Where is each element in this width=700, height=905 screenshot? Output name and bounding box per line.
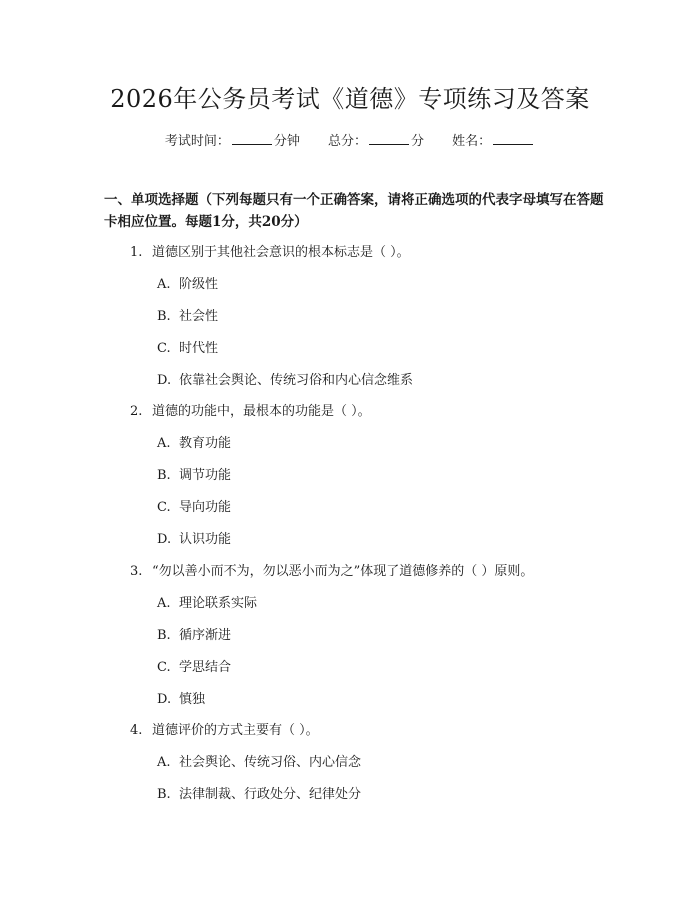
option-label: D. bbox=[157, 532, 172, 547]
option-3b bbox=[157, 626, 231, 646]
option-2a bbox=[157, 434, 231, 454]
option-4b bbox=[157, 785, 361, 805]
total-score-unit: 分 bbox=[411, 134, 425, 149]
option-text: 学思结合 bbox=[179, 660, 232, 675]
total-score-label: 总分： bbox=[327, 134, 367, 149]
question-number: 3. bbox=[130, 564, 143, 579]
question-text: 道德评价的方式主要有（ ）。 bbox=[152, 723, 319, 738]
question-text: 道德区别于其他社会意识的根本标志是（ ）。 bbox=[152, 245, 410, 260]
question-number: 4. bbox=[130, 723, 143, 738]
total-score-field bbox=[328, 130, 424, 152]
option-2d bbox=[157, 530, 231, 550]
exam-time-label: 考试时间： bbox=[164, 134, 230, 149]
option-3c bbox=[157, 658, 231, 678]
name-blank bbox=[493, 130, 533, 145]
exam-time-unit: 分钟 bbox=[273, 134, 300, 149]
option-1a bbox=[157, 275, 218, 295]
option-label: B. bbox=[157, 628, 171, 643]
page-title: 2026年公务员考试《道德》专项练习及答案 bbox=[110, 85, 590, 113]
option-label: A. bbox=[157, 755, 171, 770]
option-label: A. bbox=[157, 277, 171, 292]
option-text: 教育功能 bbox=[179, 436, 232, 451]
option-text: 调节功能 bbox=[179, 468, 232, 483]
option-1b bbox=[157, 307, 218, 327]
option-label: A. bbox=[157, 436, 171, 451]
option-4a bbox=[157, 753, 361, 773]
option-text: 阶级性 bbox=[179, 277, 219, 292]
option-label: A. bbox=[157, 596, 171, 611]
option-3a bbox=[157, 594, 257, 614]
option-label: D. bbox=[157, 692, 172, 707]
option-label: C. bbox=[157, 341, 171, 356]
total-score-blank bbox=[369, 130, 409, 145]
question-number: 1. bbox=[130, 245, 143, 260]
option-text: 导向功能 bbox=[179, 500, 232, 515]
option-label: B. bbox=[157, 309, 171, 324]
option-2c bbox=[157, 498, 231, 518]
option-text: 法律制裁、行政处分、纪律处分 bbox=[179, 787, 362, 802]
question-4 bbox=[130, 721, 319, 741]
option-text: 社会性 bbox=[179, 309, 219, 324]
option-label: B. bbox=[157, 468, 171, 483]
option-1c bbox=[157, 339, 218, 359]
option-label: B. bbox=[157, 787, 171, 802]
option-text: 社会舆论、传统习俗、内心信念 bbox=[179, 755, 362, 770]
option-3d bbox=[157, 690, 205, 710]
option-2b bbox=[157, 466, 231, 486]
option-text: 循序渐进 bbox=[179, 628, 232, 643]
option-text: 理论联系实际 bbox=[179, 596, 258, 611]
name-field bbox=[452, 130, 535, 152]
option-text: 慎独 bbox=[179, 692, 206, 707]
question-1 bbox=[130, 243, 410, 263]
option-label: C. bbox=[157, 500, 171, 515]
option-text: 时代性 bbox=[179, 341, 219, 356]
option-text: 依靠社会舆论、传统习俗和内心信念维系 bbox=[179, 373, 414, 388]
exam-time-blank bbox=[232, 130, 272, 145]
section-heading: 一、单项选择题（下列每题只有一个正确答案，请将正确选项的代表字母填写在答题卡相应位置。每题1分，共20分） bbox=[104, 192, 604, 230]
option-text: 认识功能 bbox=[179, 532, 232, 547]
exam-time-field bbox=[165, 130, 300, 152]
question-3 bbox=[130, 562, 533, 582]
option-1d bbox=[157, 371, 413, 391]
option-label: C. bbox=[157, 660, 171, 675]
option-label: D. bbox=[157, 373, 172, 388]
question-number: 2. bbox=[130, 404, 143, 419]
question-text: 道德的功能中，最根本的功能是（ ）。 bbox=[152, 404, 371, 419]
question-2 bbox=[130, 402, 371, 422]
question-text: “勿以善小而不为，勿以恶小而为之”体现了道德修养的（ ）原则。 bbox=[152, 564, 534, 579]
exam-info-row bbox=[0, 130, 700, 152]
name-label: 姓名： bbox=[452, 134, 492, 149]
